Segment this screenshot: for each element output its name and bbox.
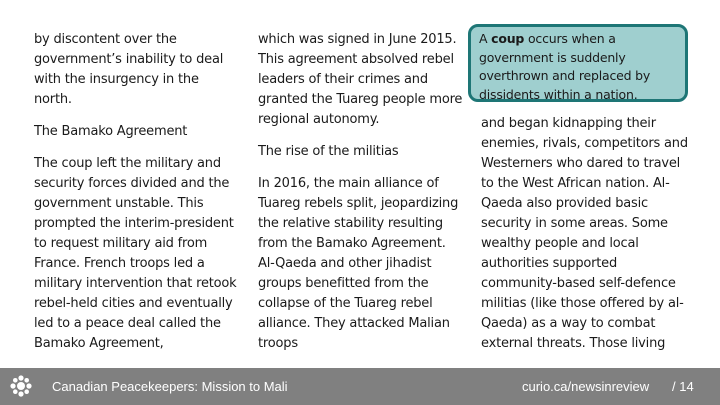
- section-heading-militias: The rise of the militias: [258, 144, 399, 159]
- body-paragraph: by discontent over the government’s inability to deal with the insurgency in the north.: [34, 32, 224, 107]
- definition-callout: [468, 24, 688, 102]
- body-paragraph: In 2016, the main alliance of Tuareg rebels split, jeopardizing the relative stability resulting from the Bamako Agreement. Al-Qaeda and other jihadist groups benefitted from the collapse of the Tuareg rebel alliance. They attacked Malian troops: [258, 176, 459, 351]
- cbc-logo-icon: [10, 375, 32, 397]
- definition-term: coup: [491, 31, 525, 46]
- section-heading-bamako: The Bamako Agreement: [34, 124, 188, 139]
- footer-url: curio.ca/newsinreview: [522, 379, 650, 394]
- column-1: [34, 30, 239, 354]
- definition-lead: A: [479, 31, 492, 46]
- column-3: [481, 114, 696, 354]
- body-paragraph: which was signed in June 2015. This agreement absolved rebel leaders of their crimes and granted the Tuareg people more regional autonomy.: [258, 32, 463, 127]
- body-paragraph: and began kidnapping their enemies, rivals, competitors and Westerners who dared to travel to the West African nation. Al-Qaeda also provided basic security in some areas. Some wealthy people and local authorities supported community-based self-defence militias (like those offered by al-Qaeda) as a way to combat external threats. Those living: [481, 116, 688, 351]
- footer-bar: [0, 368, 720, 405]
- page-number: / 14: [672, 379, 694, 394]
- body-paragraph: The coup left the military and security forces divided and the government unstable. This prompted the interim-president to request military aid from France. French troops led a military intervention that retook rebel-held cities and eventually led to a peace deal called the Bamako Agreement,: [34, 156, 237, 351]
- column-2: [258, 30, 463, 354]
- footer-title: Canadian Peacekeepers: Mission to Mali: [52, 379, 288, 394]
- definition-text: occurs when a government is suddenly overthrown and replaced by dissidents within a nation.: [479, 31, 651, 102]
